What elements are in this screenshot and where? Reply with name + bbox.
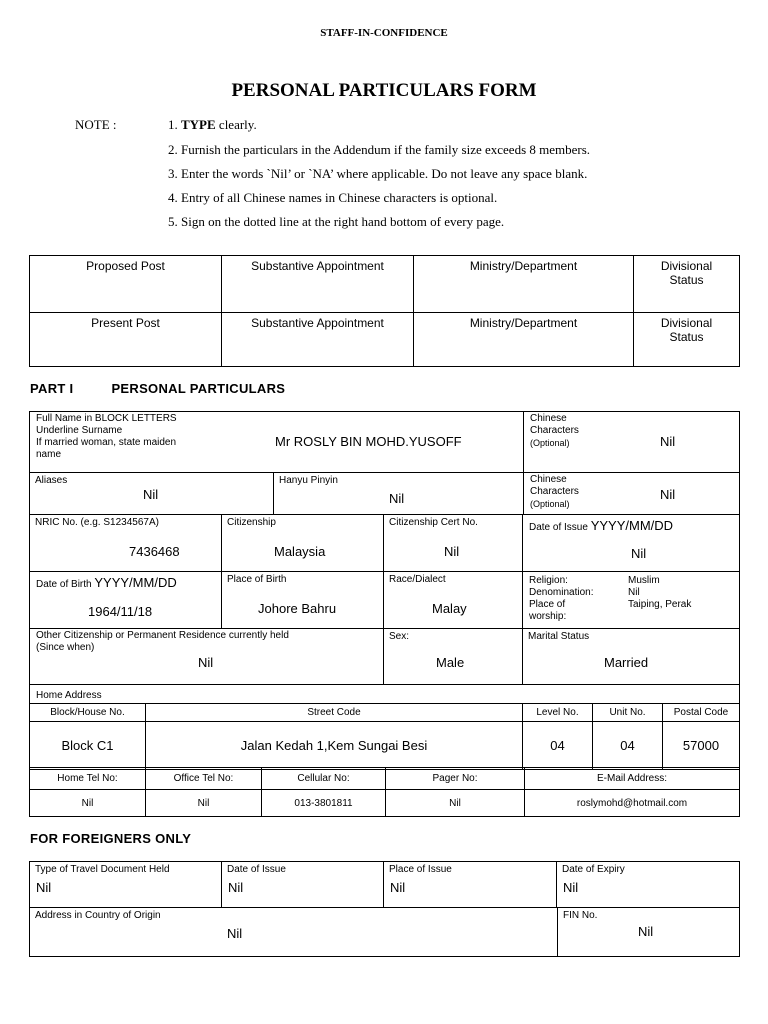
aliases-table — [29, 472, 740, 515]
date-of-birth-cell[interactable]: Date of Birth YYYY/MM/DD 1964/11/18 — [30, 572, 222, 629]
note-5: 5. Sign on the dotted line at the right hand bottom of every page. — [168, 214, 505, 229]
proposed-substantive-cell[interactable]: Substantive Appointment — [222, 256, 414, 313]
hanyu-pinyin-value: Nil — [389, 491, 405, 506]
level-value[interactable]: 04 — [523, 722, 593, 770]
office-tel-label: Office Tel No: — [146, 768, 262, 790]
contact-table — [29, 767, 740, 817]
other-citizenship-value: Nil — [198, 655, 214, 670]
home-address-label-cell: Home Address — [30, 685, 740, 704]
note-4: 4. Entry of all Chinese names in Chinese characters is optional. — [168, 190, 498, 205]
marital-status-value: Married — [604, 655, 649, 670]
fin-cell[interactable]: FIN No. Nil — [558, 908, 740, 957]
date-of-birth-value: 1964/11/18 — [88, 604, 153, 619]
chinese-characters-2-value: Nil — [660, 487, 676, 502]
foreign-address-table — [29, 907, 740, 957]
race-cell[interactable]: Race/Dialect Malay — [384, 572, 523, 629]
other-citizenship-cell[interactable]: Other Citizenship or Permanent Residence currently held (Since when) Nil — [30, 629, 384, 685]
aliases-value: Nil — [143, 487, 159, 502]
unit-label: Unit No. — [593, 704, 663, 722]
marital-status-cell[interactable]: Marital Status Married — [523, 629, 740, 685]
citizenship-value: Malaysia — [274, 544, 326, 559]
post-table — [29, 255, 740, 367]
present-ministry-cell[interactable]: Ministry/Department — [414, 313, 634, 367]
postal-label: Postal Code — [663, 704, 740, 722]
chinese-characters-cell[interactable]: Chinese Characters (Optional) Nil — [524, 412, 740, 473]
level-label: Level No. — [523, 704, 593, 722]
classification-header: STAFF-IN-CONFIDENCE — [320, 27, 448, 39]
fin-value: Nil — [638, 924, 654, 939]
home-tel-value[interactable]: Nil — [30, 790, 146, 817]
date-of-expiry-value: Nil — [563, 880, 579, 895]
chinese-characters-value: Nil — [660, 434, 676, 449]
place-of-issue-value: Nil — [390, 880, 406, 895]
citizenship-cert-value: Nil — [444, 544, 460, 559]
present-substantive-cell[interactable]: Substantive Appointment — [222, 313, 414, 367]
denomination-value: Nil — [628, 587, 640, 598]
place-of-birth-cell[interactable]: Place of Birth Johore Bahru — [222, 572, 384, 629]
nric-table — [29, 514, 740, 572]
cellular-label: Cellular No: — [262, 768, 386, 790]
personal-particulars-table — [29, 411, 740, 473]
street-value[interactable]: Jalan Kedah 1,Kem Sungai Besi — [146, 722, 523, 770]
note-2: 2. Furnish the particulars in the Addendum if the family size exceeds 8 members. — [168, 142, 591, 157]
religion-value: Muslim — [628, 575, 660, 586]
note-1: 1. TYPE clearly. — [168, 117, 257, 132]
proposed-divisional-cell[interactable]: Divisional Status — [634, 256, 740, 313]
foreign-doi-value: Nil — [228, 880, 244, 895]
email-label: E-Mail Address: — [525, 768, 740, 790]
block-value[interactable]: Block C1 — [30, 722, 146, 770]
country-address-value: Nil — [227, 926, 243, 941]
citizenship-cert-cell[interactable]: Citizenship Cert No. Nil — [384, 515, 523, 572]
cellular-value[interactable]: 013-3801811 — [262, 790, 386, 817]
present-post-cell[interactable]: Present Post — [30, 313, 222, 367]
hanyu-pinyin-cell[interactable]: Hanyu Pinyin Nil — [274, 473, 524, 515]
nric-cell[interactable]: NRIC No. (e.g. S1234567A) 7436468 — [30, 515, 222, 572]
citizenship-cell[interactable]: Citizenship Malaysia — [222, 515, 384, 572]
foreign-doi-cell[interactable]: Date of Issue Nil — [222, 862, 384, 908]
full-name-value: Mr ROSLY BIN MOHD.YUSOFF — [275, 434, 462, 449]
travel-doc-value: Nil — [36, 880, 52, 895]
part-1-heading: PART I PERSONAL PARTICULARS — [30, 381, 286, 396]
nric-value: 7436468 — [129, 544, 180, 559]
form-title: PERSONAL PARTICULARS FORM — [231, 80, 537, 101]
pager-value[interactable]: Nil — [386, 790, 525, 817]
dob-table — [29, 571, 740, 629]
proposed-post-cell[interactable]: Proposed Post — [30, 256, 222, 313]
postal-value[interactable]: 57000 — [663, 722, 740, 770]
pager-label: Pager No: — [386, 768, 525, 790]
present-divisional-cell[interactable]: Divisional Status — [634, 313, 740, 367]
date-of-issue-cell[interactable]: Date of Issue YYYY/MM/DD Nil — [523, 515, 740, 572]
travel-doc-cell[interactable]: Type of Travel Document Held Nil — [30, 862, 222, 908]
worship-value: Taiping, Perak — [628, 599, 692, 610]
block-label: Block/House No. — [30, 704, 146, 722]
unit-value[interactable]: 04 — [593, 722, 663, 770]
home-tel-label: Home Tel No: — [30, 768, 146, 790]
chinese-characters-2-cell[interactable]: Chinese Characters (Optional) Nil — [524, 473, 740, 515]
place-of-issue-cell[interactable]: Place of Issue Nil — [384, 862, 557, 908]
street-label: Street Code — [146, 704, 523, 722]
place-of-birth-value: Johore Bahru — [258, 601, 337, 616]
email-value[interactable]: roslymohd@hotmail.com — [525, 790, 740, 817]
home-address-table — [29, 684, 740, 770]
date-of-issue-value: Nil — [631, 546, 647, 561]
full-name-cell[interactable]: Full Name in BLOCK LETTERS Underline Surname If married woman, state maiden name Mr ROSLY BIN MOHD.YUSOFF — [30, 412, 524, 473]
sex-value: Male — [436, 655, 465, 670]
date-of-expiry-cell[interactable]: Date of Expiry Nil — [557, 862, 740, 908]
country-address-cell[interactable]: Address in Country of Origin Nil — [30, 908, 558, 957]
proposed-ministry-cell[interactable]: Ministry/Department — [414, 256, 634, 313]
foreigners-heading: FOR FOREIGNERS ONLY — [30, 831, 192, 846]
sex-cell[interactable]: Sex: Male — [384, 629, 523, 685]
race-value: Malay — [432, 601, 467, 616]
religion-cell[interactable]: Religion: Muslim Denomination: Nil Place of Taiping, Perak worship: — [523, 572, 740, 629]
office-tel-value[interactable]: Nil — [146, 790, 262, 817]
other-citizenship-table — [29, 628, 740, 685]
aliases-cell[interactable]: Aliases Nil — [30, 473, 274, 515]
note-label: NOTE : — [75, 117, 117, 132]
note-3: 3. Enter the words `Nil’ or `NA’ where applicable. Do not leave any space blank. — [168, 166, 588, 181]
foreigners-table — [29, 861, 740, 908]
